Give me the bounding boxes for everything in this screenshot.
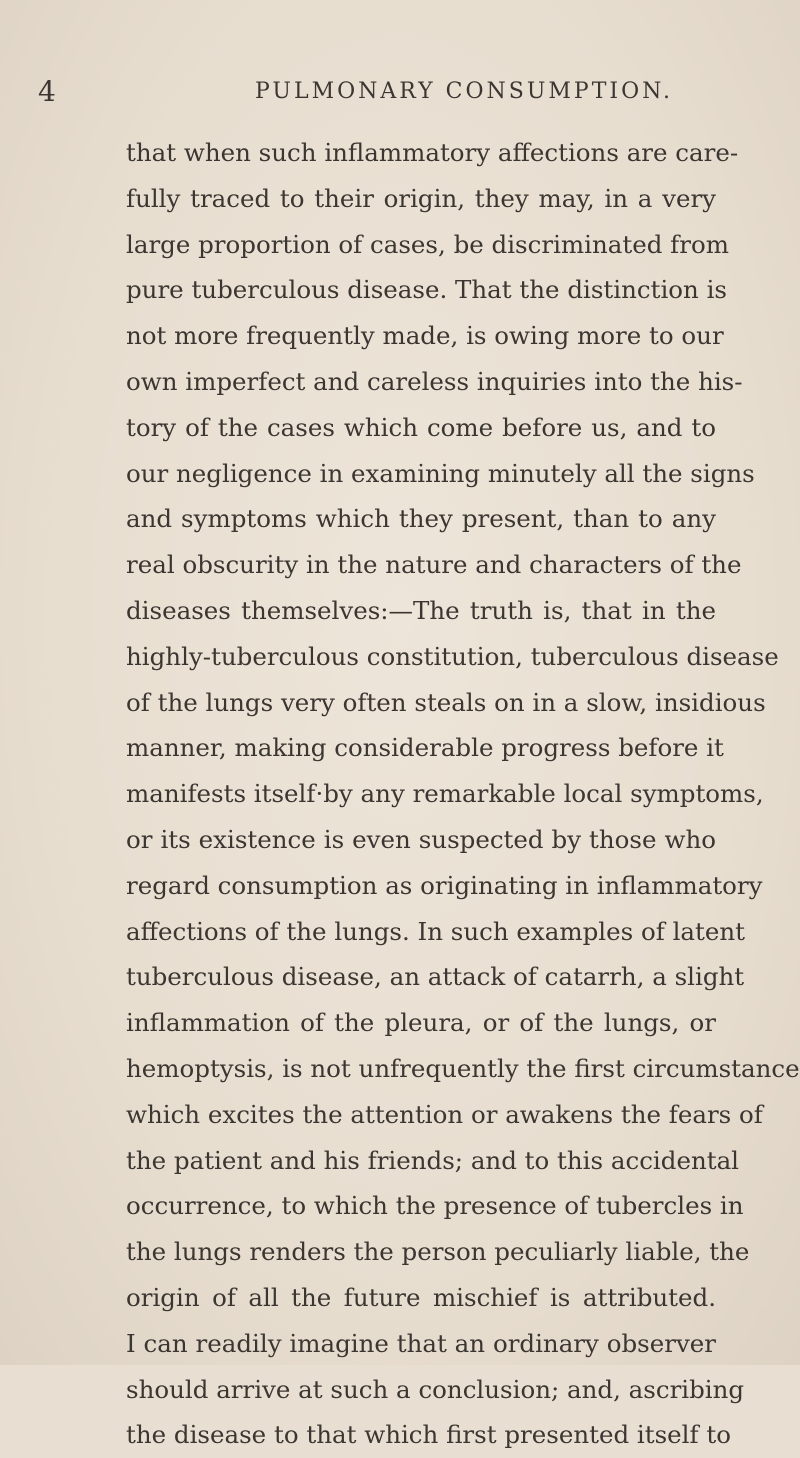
text-line: not more frequently made, is owing more to our <box>126 321 724 351</box>
text-line: manner, making considerable progress before it <box>126 733 724 763</box>
text-line: inflammation of the pleura, or of the lungs, or <box>126 1008 716 1038</box>
body-text <box>126 130 800 1458</box>
text-line: of the lungs very often steals on in a slow, insidious <box>126 687 766 717</box>
page-number: 4 <box>38 75 57 108</box>
text-line: diseases themselves:—The truth is, that in the <box>126 595 716 625</box>
text-line: own imperfect and careless inquiries into the his- <box>126 366 743 396</box>
text-line: the patient and his friends; and to this accidental <box>126 1145 740 1175</box>
text-line: or its existence is even suspected by those who <box>126 824 716 854</box>
text-line: hemoptysis, is not unfrequently the first circumstance <box>126 1053 800 1083</box>
text-line: that when such inflammatory affections are care- <box>126 138 739 167</box>
text-line: the disease to that which first presented itself to <box>126 1420 731 1450</box>
text-line: I can readily imagine that an ordinary observer <box>126 1328 716 1358</box>
text-line: manifests itself·by any remarkable local symptoms, <box>126 779 764 809</box>
text-line: fully traced to their origin, they may, in a very <box>126 183 716 213</box>
text-line: affections of the lungs. In such examples of latent <box>126 916 745 946</box>
text-line: and symptoms which they present, than to any <box>126 504 716 534</box>
text-line: regard consumption as originating in inflammatory <box>126 870 763 900</box>
text-line: occurrence, to which the presence of tubercles in <box>126 1191 744 1221</box>
text-line: real obscurity in the nature and characters of the <box>126 550 742 580</box>
text-line: our negligence in examining minutely all the signs <box>126 458 755 488</box>
page-header <box>0 72 800 112</box>
text-line: large proportion of cases, be discriminated from <box>126 229 729 259</box>
text-line: pure tuberculous disease. That the distinction is <box>126 275 728 305</box>
text-line: should arrive at such a conclusion; and, ascribing <box>126 1374 745 1404</box>
text-line: origin of all the future mischief is attributed. <box>126 1282 716 1312</box>
running-head: PULMONARY CONSUMPTION. <box>255 79 673 104</box>
text-line: tory of the cases which come before us, and to <box>126 412 716 442</box>
text-line: which excites the attention or awakens the fears of <box>126 1099 763 1129</box>
text-line: the lungs renders the person peculiarly liable, the <box>126 1237 750 1267</box>
text-line: tuberculous disease, an attack of catarrh, a slight <box>126 962 745 992</box>
text-line: highly-tuberculous constitution, tuberculous disease <box>126 641 779 671</box>
